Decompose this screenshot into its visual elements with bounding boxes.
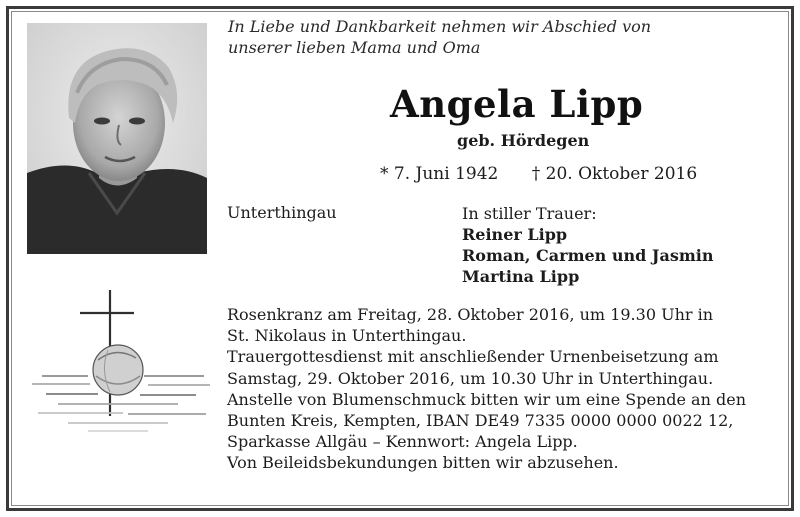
rosary-line-2: St. Nikolaus in Unterthingau. (227, 326, 467, 346)
service-line-1: Trauergottesdienst mit anschließender Urnenbeisetzung am (227, 347, 719, 367)
donation-line-2: Bunten Kreis, Kempten, IBAN DE49 7335 0000 0000 0022 12, (227, 411, 734, 431)
donation-line-3: Sparkasse Allgäu – Kennwort: Angela Lipp. (227, 432, 578, 452)
service-details (227, 304, 746, 474)
birth-date: * 7. Juni 1942 (380, 164, 499, 184)
mourner-name: Reiner Lipp (462, 225, 568, 244)
life-dates (380, 164, 697, 184)
portrait-image (27, 23, 207, 254)
portrait-photo (27, 23, 207, 254)
condolence-note: Von Beileidsbekundungen bitten wir abzusehen. (227, 453, 619, 473)
intro-line-1: In Liebe und Dankbarkeit nehmen wir Abschied von (228, 17, 652, 36)
birth-name: geb. Hördegen (457, 131, 590, 150)
intro-text (228, 16, 651, 58)
mourners-block (462, 203, 714, 287)
death-date: † 20. Oktober 2016 (531, 164, 698, 184)
deceased-name: Angela Lipp (390, 82, 644, 126)
donation-line-1: Anstelle von Blumenschmuck bitten wir um eine Spende an den (227, 389, 746, 409)
rosary-line-1: Rosenkranz am Freitag, 28. Oktober 2016, um 19.30 Uhr in (227, 305, 714, 324)
cross-illustration (28, 284, 213, 444)
hometown: Unterthingau (227, 203, 337, 222)
mourner-name: Martina Lipp (462, 267, 580, 286)
mourners-heading: In stiller Trauer: (462, 204, 597, 223)
cross-icon (28, 284, 213, 444)
service-line-2: Samstag, 29. Oktober 2016, um 10.30 Uhr in Unterthingau. (227, 368, 714, 388)
mourner-name: Roman, Carmen und Jasmin (462, 246, 714, 265)
intro-line-2: unserer lieben Mama und Oma (228, 38, 481, 57)
